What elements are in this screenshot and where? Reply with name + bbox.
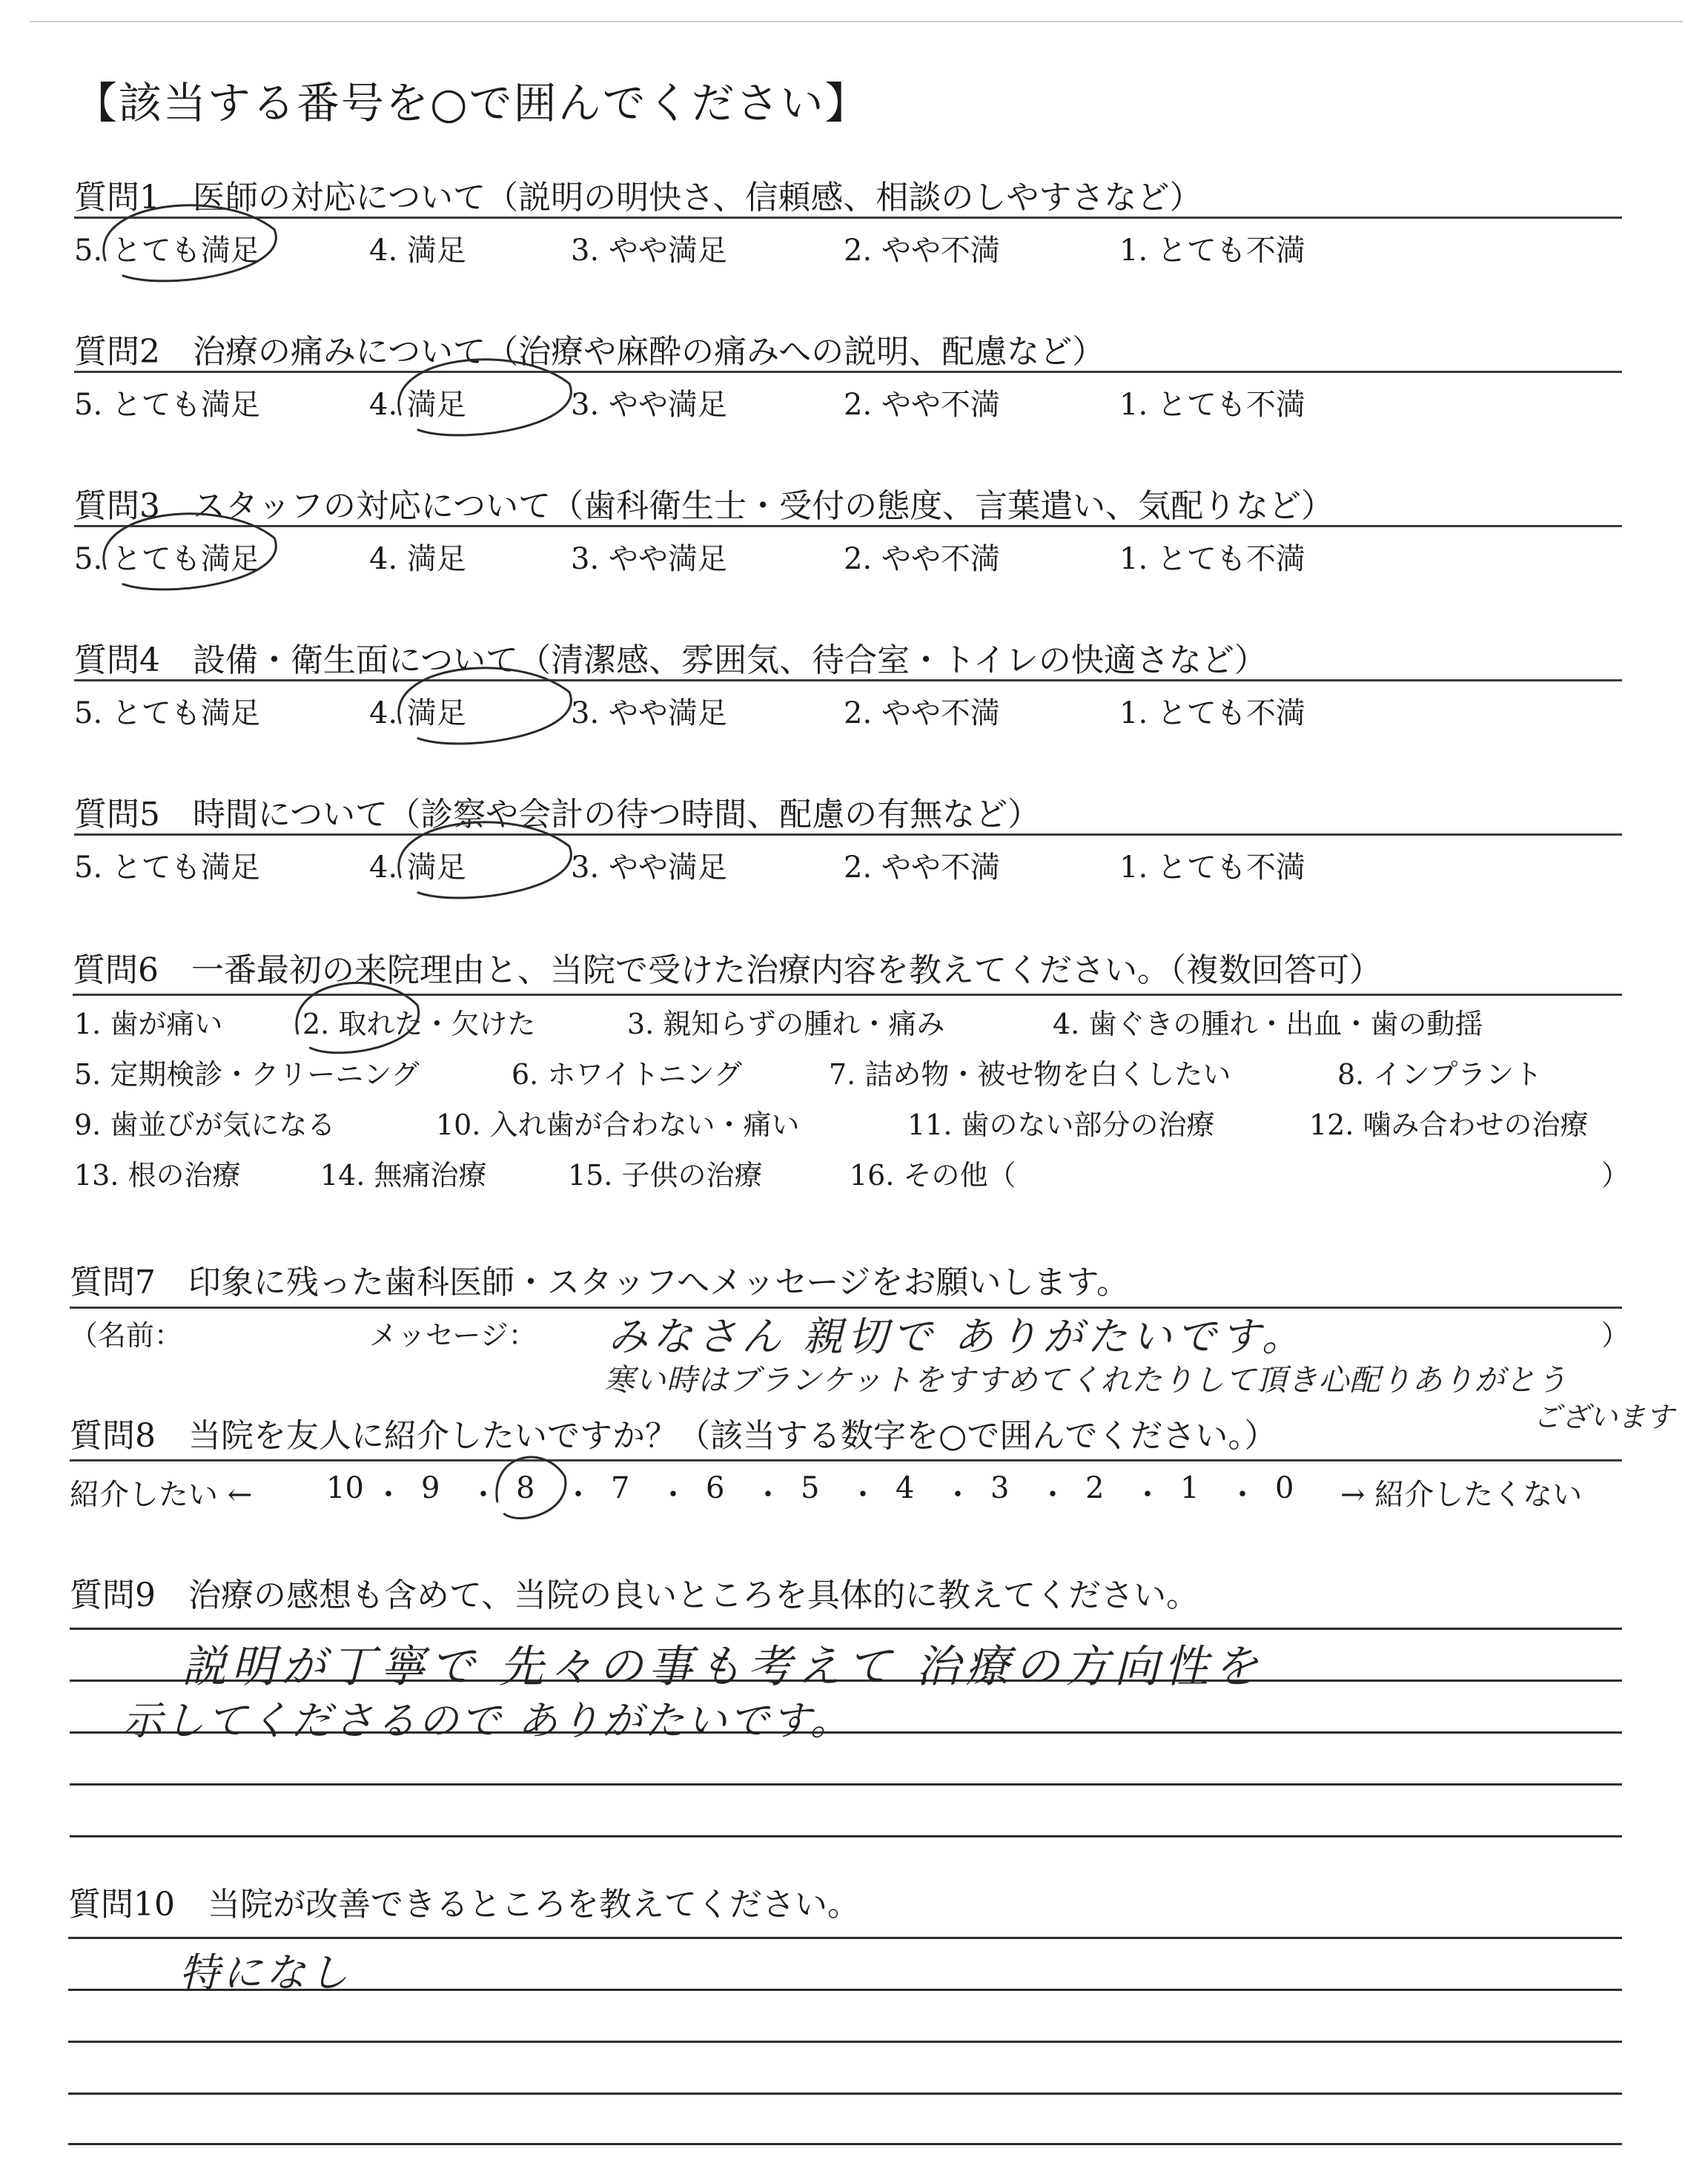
- q3-selection-circle: [104, 514, 277, 589]
- q5-option-5[interactable]: 5. とても満足: [74, 851, 260, 885]
- q6-option-7[interactable]: 7. 詰め物・被せ物を白くしたい: [829, 1058, 1231, 1091]
- q8-scale-separator: ・: [848, 1478, 878, 1512]
- q5-option-3[interactable]: 3. やや満足: [571, 851, 727, 885]
- q6-option-1[interactable]: 1. 歯が痛い: [74, 1008, 223, 1040]
- q6-option-6[interactable]: 6. ホワイトニング: [512, 1058, 742, 1091]
- q5-option-1[interactable]: 1. とても不満: [1119, 851, 1305, 885]
- q4-option-2[interactable]: 2. やや不満: [844, 696, 1000, 730]
- q7-message-label: メッセージ：: [369, 1319, 537, 1352]
- q6-title: 質問6 一番最初の来院理由と、当院で受けた治療内容を教えてください。（複数回答可）: [73, 951, 1382, 989]
- q2-option-1[interactable]: 1. とても不満: [1119, 388, 1305, 422]
- q6-option-16[interactable]: 16. その他（: [850, 1159, 1016, 1192]
- q8-scale-separator: ・: [658, 1478, 688, 1512]
- q4-option-5[interactable]: 5. とても満足: [74, 696, 260, 730]
- q8-title: 質問8 当院を友人に紹介したいですか？（該当する数字を○で囲んでください。）: [70, 1417, 1277, 1455]
- q6-option-8[interactable]: 8. インプラント: [1337, 1058, 1543, 1091]
- q8-left-label: 紹介したい ←: [70, 1478, 253, 1512]
- q8-scale-value-8[interactable]: 8: [516, 1471, 535, 1505]
- q8-scale-separator: ・: [374, 1478, 403, 1512]
- q8-scale-value-7[interactable]: 7: [611, 1471, 630, 1505]
- q2-option-2[interactable]: 2. やや不満: [844, 388, 1000, 422]
- q9-title: 質問9 治療の感想も含めて、当院の良いところを具体的に教えてください。: [70, 1576, 1199, 1614]
- q8-scale-separator: ・: [943, 1478, 973, 1512]
- q8-scale-value-5[interactable]: 5: [801, 1471, 820, 1505]
- q3-option-3[interactable]: 3. やや満足: [571, 542, 727, 576]
- q9-handwritten-line-2: 示してくださるので ありがたいです。: [122, 1697, 853, 1744]
- q6-option-11[interactable]: 11. 歯のない部分の治療: [907, 1109, 1215, 1141]
- q2-option-5[interactable]: 5. とても満足: [74, 388, 260, 422]
- q4-title: 質問4 設備・衛生面について（清潔感、雰囲気、待合室・トイレの快適さなど）: [74, 641, 1267, 679]
- q1-option-2[interactable]: 2. やや不満: [844, 234, 1000, 268]
- q6-option-9[interactable]: 9. 歯並びが気になる: [74, 1109, 336, 1141]
- q4-option-4[interactable]: 4. 満足: [369, 696, 466, 730]
- page-heading: 【該当する番号を○で囲んでください】: [74, 78, 870, 128]
- q1-selection-circle: [104, 205, 277, 281]
- q7-title: 質問7 印象に残った歯科医師・スタッフへメッセージをお願いします。: [70, 1264, 1129, 1301]
- q2-option-4[interactable]: 4. 満足: [369, 388, 466, 422]
- q8-scale-value-6[interactable]: 6: [706, 1471, 725, 1505]
- q10-title: 質問10 当院が改善できるところを教えてください。: [68, 1886, 860, 1923]
- q3-title: 質問3 スタッフの対応について（歯科衛生士・受付の態度、言葉遣い、気配りなど）: [74, 487, 1334, 525]
- q5-option-4[interactable]: 4. 満足: [369, 851, 466, 885]
- q6-option-10[interactable]: 10. 入れ歯が合わない・痛い: [436, 1109, 800, 1141]
- q2-title: 質問2 治療の痛みについて（治療や麻酔の痛みへの説明、配慮など）: [74, 333, 1105, 371]
- q6-option-12[interactable]: 12. 噛み合わせの治療: [1309, 1109, 1589, 1141]
- q8-scale-separator: ・: [1038, 1478, 1068, 1512]
- q1-option-1[interactable]: 1. とても不満: [1119, 234, 1305, 268]
- q6-option-14[interactable]: 14. 無痛治療: [320, 1159, 487, 1192]
- q8-scale-value-1[interactable]: 1: [1180, 1471, 1199, 1505]
- q5-option-2[interactable]: 2. やや不満: [844, 851, 1000, 885]
- q5-title: 質問5 時間について（診察や会計の待つ時間、配慮の有無など）: [74, 796, 1041, 833]
- q7-close-paren: ）: [1601, 1319, 1630, 1352]
- q8-scale-separator: ・: [1133, 1478, 1162, 1512]
- q8-scale-value-0[interactable]: 0: [1275, 1471, 1294, 1505]
- q1-option-3[interactable]: 3. やや満足: [571, 234, 727, 268]
- q6-option-3[interactable]: 3. 親知らずの腫れ・痛み: [627, 1008, 945, 1040]
- q6-option-5[interactable]: 5. 定期検診・クリーニング: [74, 1058, 420, 1091]
- q2-option-3[interactable]: 3. やや満足: [571, 388, 727, 422]
- q7-handwritten-line-3: ございます: [1533, 1401, 1675, 1433]
- q1-title: 質問1 医師の対応について（説明の明快さ、信頼感、相談のしやすさなど）: [74, 179, 1202, 217]
- q2-selection-circle: [399, 360, 572, 435]
- q7-handwritten-line-2: 寒い時はブランケットをすすめてくれたりして頂き心配りありがとう: [604, 1362, 1568, 1398]
- q8-scale-value-9[interactable]: 9: [421, 1471, 440, 1505]
- q6-option-15[interactable]: 15. 子供の治療: [568, 1159, 763, 1192]
- q8-selection-circle: [497, 1457, 566, 1518]
- q7-handwritten-line-1: みなさん 親切で ありがたいです。: [608, 1313, 1307, 1360]
- q1-option-4[interactable]: 4. 満足: [369, 234, 466, 268]
- q4-selection-circle: [399, 668, 572, 744]
- q10-handwritten-answer: 特になし: [179, 1949, 351, 1996]
- q4-option-3[interactable]: 3. やや満足: [571, 696, 727, 730]
- q8-scale-separator: ・: [753, 1478, 783, 1512]
- q8-scale-value-2[interactable]: 2: [1085, 1471, 1105, 1505]
- q8-scale-separator: ・: [469, 1478, 498, 1512]
- q8-scale-value-10[interactable]: 10: [326, 1471, 364, 1505]
- q6-selection-circle: [297, 983, 419, 1053]
- q8-scale-value-3[interactable]: 3: [990, 1471, 1010, 1505]
- q8-scale-separator: ・: [1228, 1478, 1257, 1512]
- q8-right-label: → 紹介したくない: [1340, 1478, 1583, 1512]
- q3-option-1[interactable]: 1. とても不満: [1119, 542, 1305, 576]
- q6-option-4[interactable]: 4. 歯ぐきの腫れ・出血・歯の動揺: [1053, 1008, 1483, 1040]
- q8-scale-separator: ・: [563, 1478, 593, 1512]
- q4-option-1[interactable]: 1. とても不満: [1119, 696, 1305, 730]
- q7-name-label: （名前：: [70, 1319, 183, 1352]
- q3-option-5[interactable]: 5. とても満足: [74, 542, 260, 576]
- q6-option-2[interactable]: 2. 取れた・欠けた: [302, 1008, 536, 1040]
- q3-option-4[interactable]: 4. 満足: [369, 542, 466, 576]
- q1-option-5[interactable]: 5. とても満足: [74, 234, 260, 268]
- q9-handwritten-line-1: 説明が丁寧で 先々の事も考えて 治療の方向性を: [182, 1641, 1264, 1693]
- q5-selection-circle: [399, 822, 572, 898]
- q3-option-2[interactable]: 2. やや不満: [844, 542, 1000, 576]
- q6-other-close-paren: ）: [1601, 1159, 1630, 1192]
- q6-option-13[interactable]: 13. 根の治療: [74, 1159, 241, 1192]
- q8-scale-value-4[interactable]: 4: [896, 1471, 915, 1505]
